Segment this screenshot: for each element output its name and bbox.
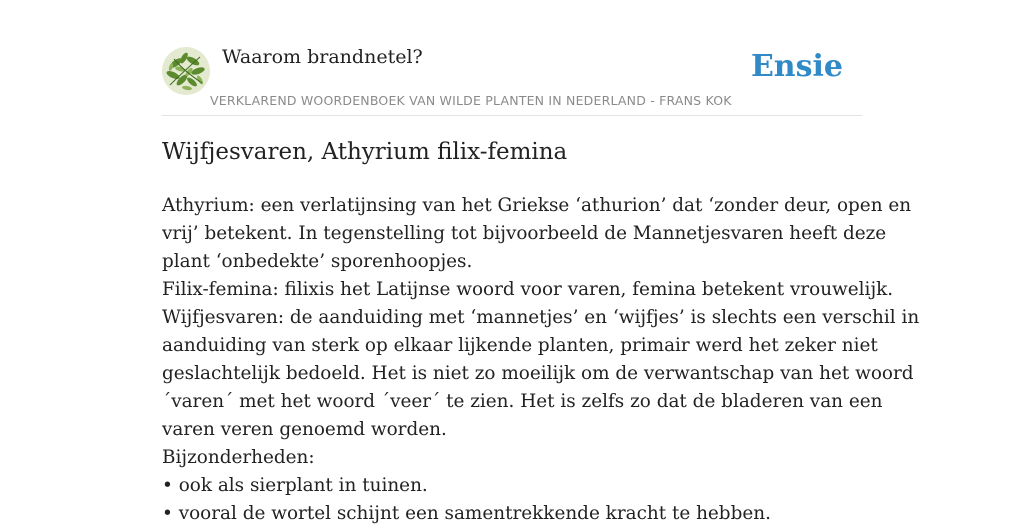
- body-line: vrij’ betekent. In tegenstelling tot bijvoorbeeld de Mannetjesvaren heeft deze: [162, 223, 887, 244]
- body-line: ´varen´ met het woord ´veer´ te zien. Het is zelfs zo dat de bladeren van een: [162, 391, 883, 412]
- body-line: Filix-femina: filixis het Latijnse woord voor varen, femina betekent vrouwelijk.: [162, 279, 894, 300]
- avatar: [162, 47, 210, 95]
- body-line: Athyrium: een verlatijnsing van het Griekse ‘athurion’ dat ‘zonder deur, open en: [162, 195, 912, 216]
- brand-logo[interactable]: Ensie: [750, 49, 843, 84]
- body-line: varen veren genoemd worden.: [162, 419, 447, 440]
- divider: [162, 115, 862, 116]
- bullet-item: • ook als sierplant in tuinen.: [162, 475, 428, 496]
- dictionary-source[interactable]: VERKLAREND WOORDENBOEK VAN WILDE PLANTEN IN NEDERLAND - FRANS KOK: [210, 93, 732, 108]
- fern-leaves-icon: [162, 47, 210, 95]
- entry-title: Wijfjesvaren, Athyrium filix-femina: [162, 139, 568, 165]
- body-line: plant ‘onbedekte’ sporenhoopjes.: [162, 251, 473, 272]
- entry-body: [162, 192, 920, 528]
- bullet-item: • vooral de wortel schijnt een samentrekkende kracht te hebben.: [162, 503, 771, 524]
- body-line: Wijfjesvaren: de aanduiding met ‘mannetjes’ en ‘wijfjes’ is slechts een verschil in: [162, 307, 920, 328]
- body-line: aanduiding van sterk op elkaar lijkende planten, primair werd het zeker niet: [162, 335, 878, 356]
- page-heading[interactable]: Waarom brandnetel?: [222, 46, 423, 68]
- body-line: geslachtelijk bedoeld. Het is niet zo moeilijk om de verwantschap van het woord: [162, 363, 914, 384]
- body-line: Bijzonderheden:: [162, 447, 315, 468]
